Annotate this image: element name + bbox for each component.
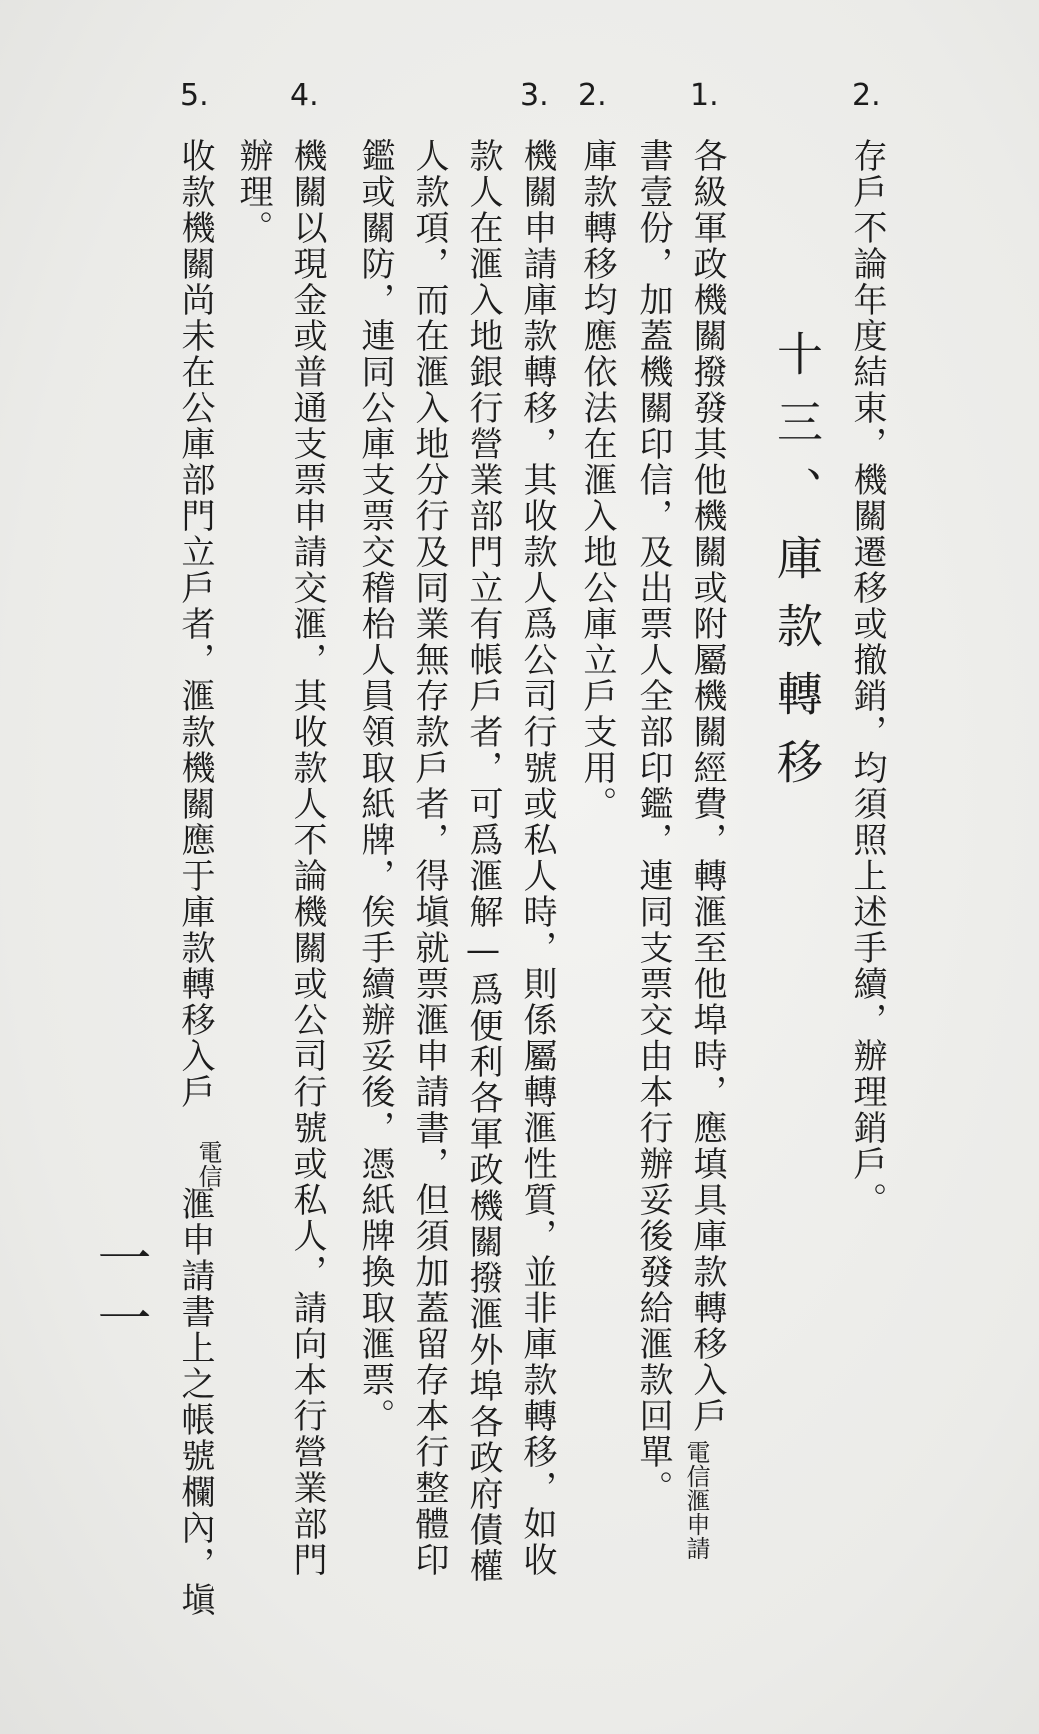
item-5-note: [196, 1140, 220, 1188]
item-1-note-top: 電: [682, 1440, 710, 1464]
item-1-line-2: 書壹份，加蓋機關印信，及出票人全部印鑑，連同支票交由本行辦妥後發給滙款回單。: [633, 138, 673, 1506]
item-5-line-2: 滙申請書上之帳號欄內，塡: [175, 1186, 215, 1618]
section-title: 十三、庫款轉移: [770, 330, 824, 806]
item-3-line-4: 鑑或關防，連同公庫支票交稽枱人員領取紙牌，俟手續辦妥後，憑紙牌換取滙票。: [355, 138, 395, 1434]
item-1-line-1: 各級軍政機關撥發其他機關或附屬機關經費，轉滙至他埠時，應填具庫款轉移入戶: [687, 138, 727, 1434]
prev-item-text: 存戶不論年度結束，機關遷移或撤銷，均須照上述手續，辦理銷戶。: [847, 138, 887, 1218]
item-5-number: 5.: [180, 78, 209, 113]
prev-item-number: 2.: [852, 78, 881, 113]
item-1-note-bottom: 信滙申請: [682, 1464, 710, 1560]
item-2-line-1: 庫款轉移均應依法在滙入地公庫立戶支用。: [577, 138, 617, 822]
item-5-note-top: 電: [194, 1140, 222, 1164]
item-3-number: 3.: [520, 78, 549, 113]
item-4-line-2: 辦理。: [233, 138, 273, 246]
item-3-line-3: 人款項，而在滙入地分行及同業無存款戶者，得塡就票滙申請書，但須加蓋留存本行整體印: [409, 138, 449, 1578]
item-4-line-1: 機關以現金或普通支票申請交滙，其收款人不論機關或公司行號或私人，請向本行營業部門: [287, 138, 327, 1578]
item-3-line-1: 機關申請庫款轉移，其收款人爲公司行號或私人時，則係屬轉滙性質，並非庫款轉移，如收: [517, 138, 557, 1578]
item-3-line-2: 款人在滙入地銀行營業部門立有帳戶者，可爲滙解—爲便利各軍政機關撥滙外埠各政府債權: [463, 138, 503, 1584]
page-number: 一一: [89, 1230, 152, 1350]
item-5-line-1: 收款機關尚未在公庫部門立戶者，滙款機關應于庫款轉移入戶: [175, 138, 215, 1110]
item-1-number: 1.: [690, 78, 719, 113]
item-2-number: 2.: [578, 78, 607, 113]
item-5-note-bottom: 信: [194, 1164, 222, 1188]
item-4-number: 4.: [290, 78, 319, 113]
item-1-note: [684, 1440, 708, 1560]
